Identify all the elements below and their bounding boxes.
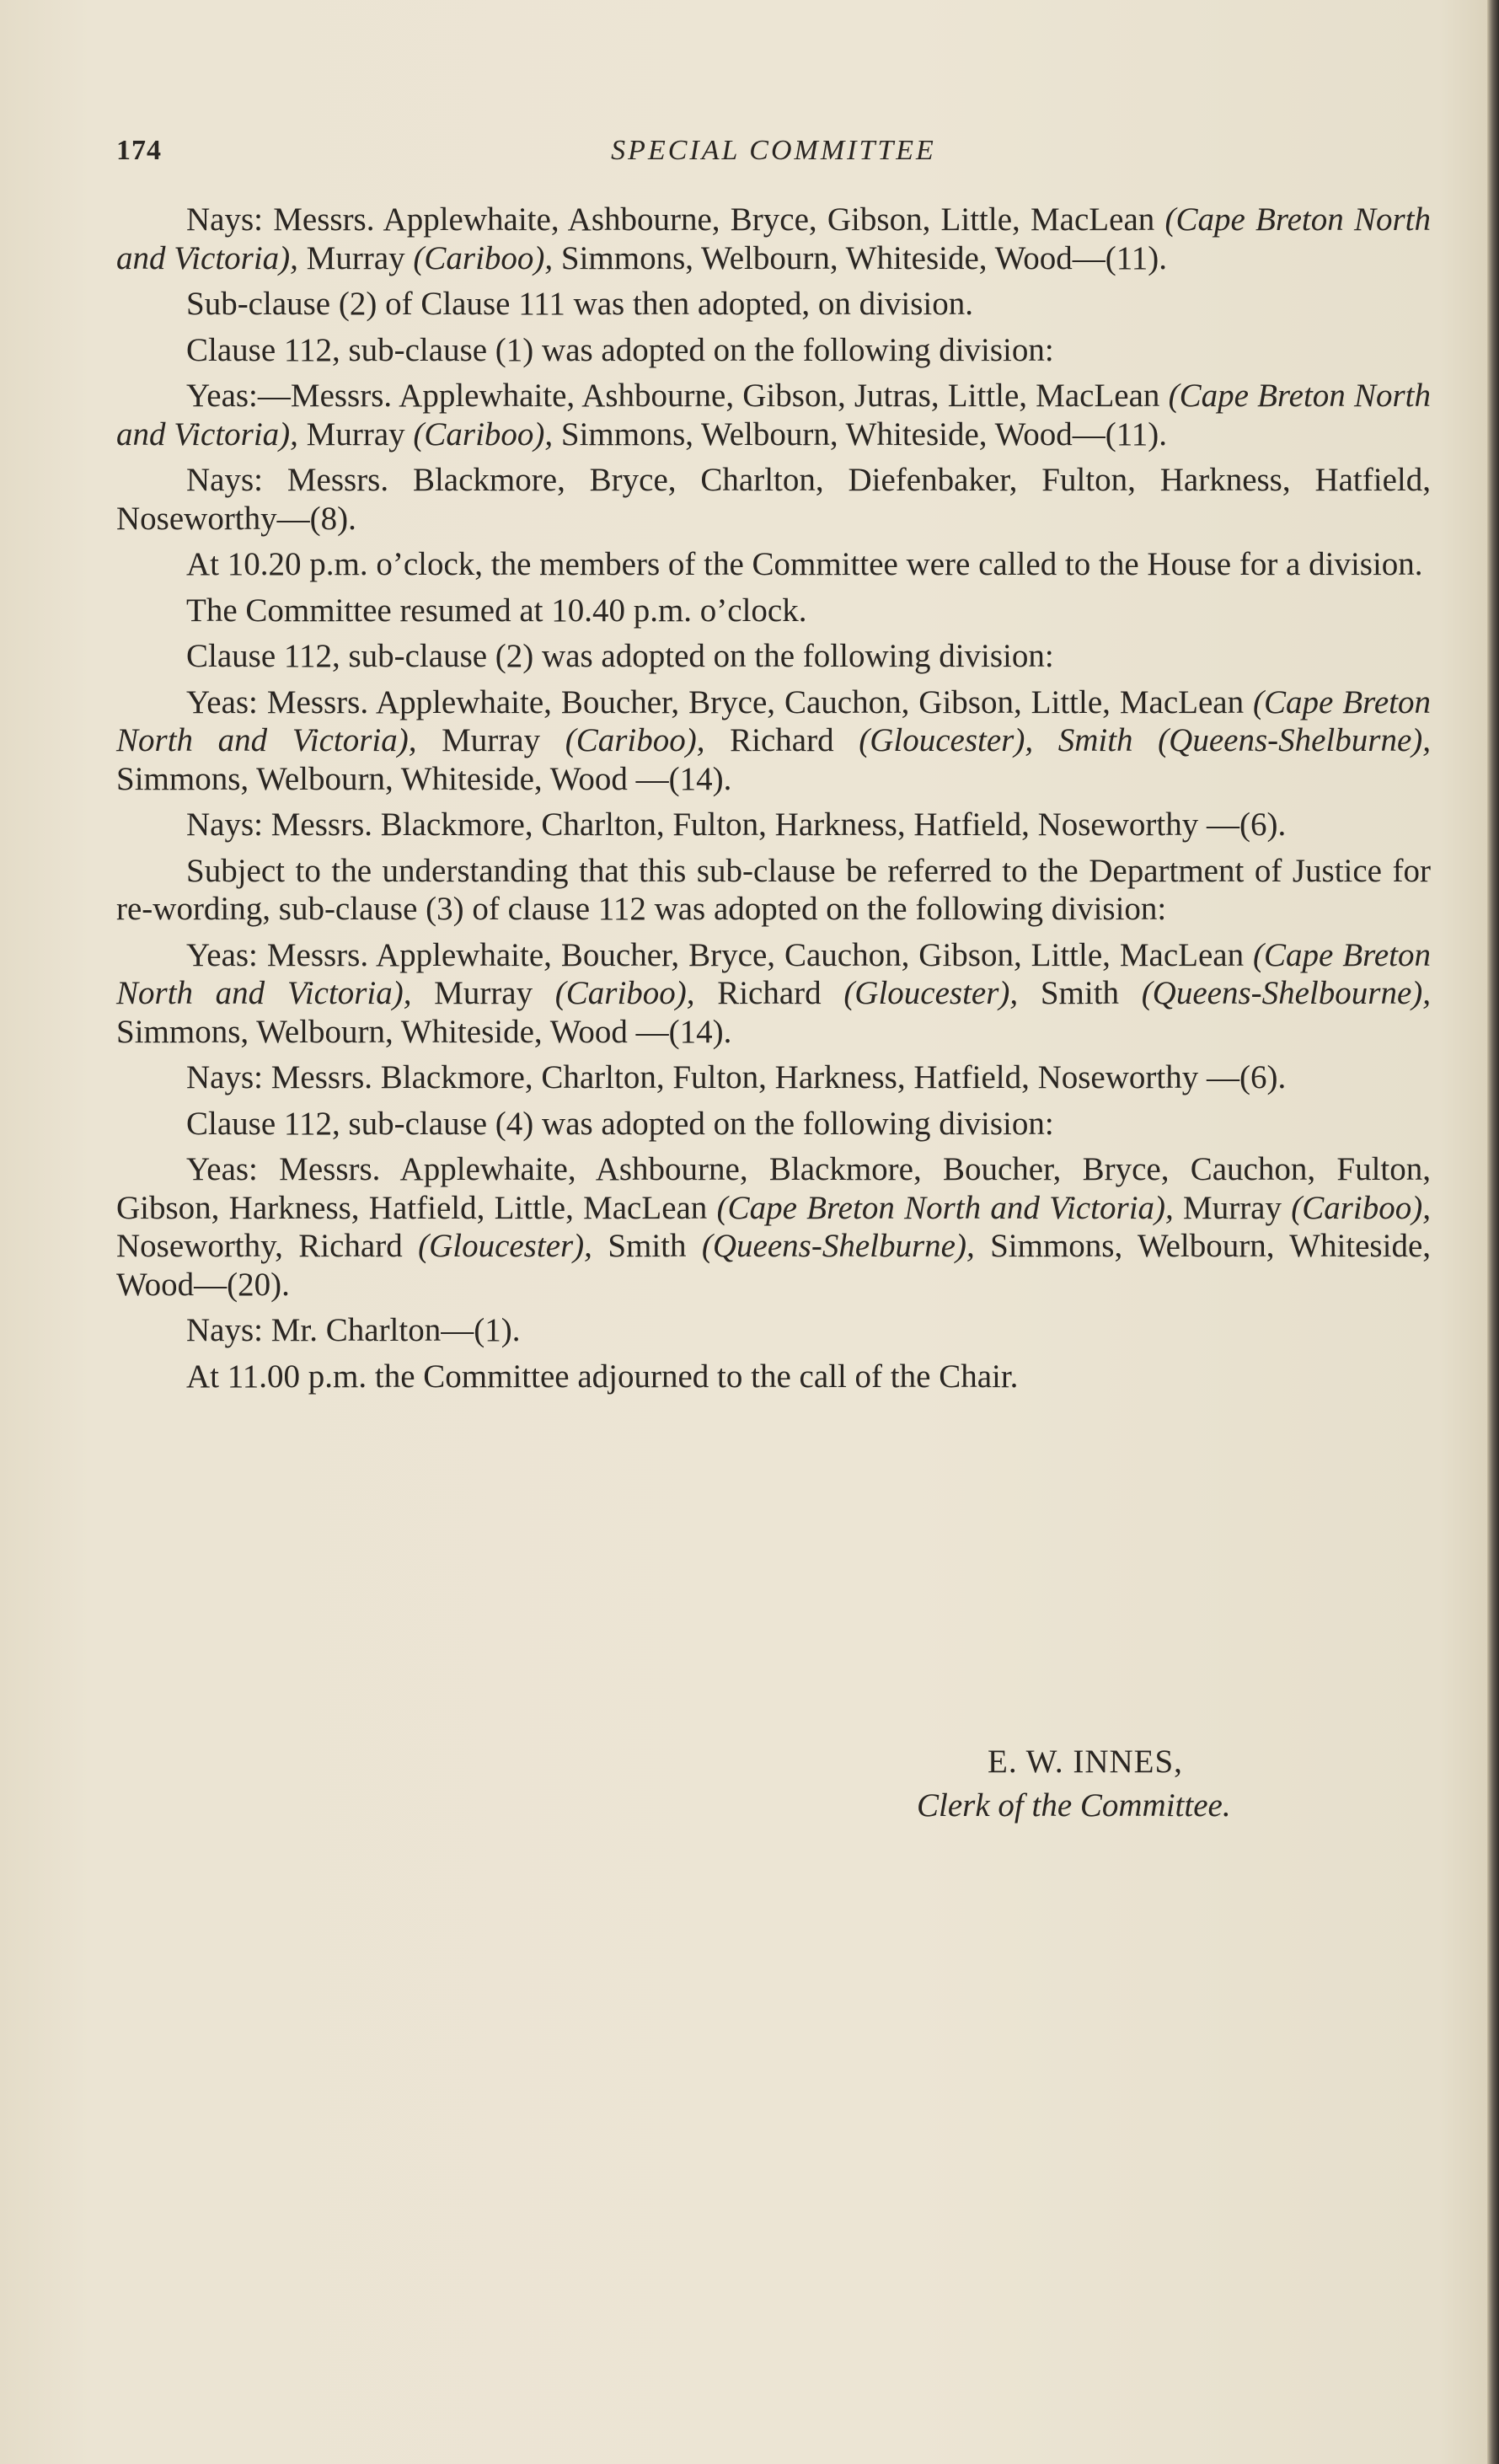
text-segment: At 11.00 p.m. the Committee adjourned to the call of the Chair. <box>186 1358 1019 1395</box>
text-segment: Yeas:—Messrs. Applewhaite, Ashbourne, Gibson, Jutras, Little, MacLean <box>186 378 1169 414</box>
paragraph <box>116 1358 1431 1396</box>
paragraph <box>116 852 1431 929</box>
paragraph <box>116 637 1431 676</box>
text-segment: At 10.20 p.m. o’clock, the members of the Committee were called to the House for a division. <box>186 546 1423 582</box>
text-segment: Simmons, Welbourn, Whiteside, Wood —(14). <box>116 1013 732 1050</box>
text-segment: Nays: Messrs. Applewhaite, Ashbourne, Bryce, Gibson, Little, MacLean <box>186 201 1165 238</box>
paragraph <box>116 1311 1431 1350</box>
text-segment: Simmons, Welbourn, Whiteside, Wood—(20). <box>116 1228 1432 1303</box>
paragraph <box>116 683 1431 799</box>
text-segment: Murray <box>416 722 565 758</box>
italic-segment: (Cape Breton North and Victoria), <box>116 201 1431 276</box>
italic-segment: (Queens-Shelbourne), <box>1141 975 1431 1011</box>
italic-segment: (Cape Breton North and Victoria), <box>116 936 1431 1011</box>
text-segment: Murray <box>1173 1189 1292 1226</box>
italic-segment: (Cape Breton North and Victoria), <box>116 683 1431 758</box>
text-segment: The Committee resumed at 10.40 p.m. o’clock. <box>186 592 807 629</box>
text-segment: Murray <box>297 415 414 453</box>
text-segment: Murray <box>411 975 555 1011</box>
italic-segment: (Cariboo), <box>565 722 705 758</box>
paragraph <box>116 377 1431 453</box>
paragraph <box>116 461 1431 538</box>
running-head: SPECIAL COMMITTEE <box>611 135 936 166</box>
italic-segment: (Cariboo), <box>554 975 695 1011</box>
paragraph <box>116 201 1431 277</box>
text-segment: Simmons, Welbourn, Whiteside, Wood—(11). <box>553 239 1168 276</box>
paragraph <box>116 936 1431 1052</box>
paragraph <box>116 331 1431 370</box>
italic-segment: (Gloucester), <box>418 1228 592 1264</box>
paragraph <box>116 1105 1431 1144</box>
text-segment: Sub-clause (2) of Clause 111 was then adopted, on division. <box>186 286 974 322</box>
paragraph <box>116 806 1431 844</box>
minutes-body <box>116 201 1431 1403</box>
paragraph <box>116 592 1431 630</box>
text-segment: Yeas: Messrs. Applewhaite, Boucher, Bryce, Cauchon, Gibson, Little, MacLean <box>186 683 1254 720</box>
clerk-name: E. W. INNES, <box>988 1744 1183 1780</box>
text-segment: Murray <box>297 239 414 276</box>
text-segment: Clause 112, sub-clause (4) was adopted on the following division: <box>186 1105 1054 1142</box>
text-segment: Simmons, Welbourn, Whiteside, Wood—(11). <box>553 415 1168 453</box>
italic-segment: (Cape Breton North and Victoria), <box>116 378 1431 453</box>
page-header <box>116 135 1431 177</box>
paragraph <box>116 545 1431 584</box>
text-segment: Noseworthy, Richard <box>116 1228 419 1264</box>
text-segment: Yeas: Messrs. Applewhaite, Ashbourne, Blackmore, Boucher, Bryce, Cauchon, Fulton, Gibson, Harkness, Hatfield, Little, MacLean <box>116 1151 1431 1226</box>
text-segment: Clause 112, sub-clause (2) was adopted on the following division: <box>186 638 1054 674</box>
paragraph <box>116 285 1431 324</box>
text-segment: Nays: Messrs. Blackmore, Charlton, Fulton, Harkness, Hatfield, Noseworthy —(6). <box>186 806 1287 843</box>
paragraph <box>116 1058 1431 1097</box>
text-segment: Richard <box>694 975 844 1011</box>
text-segment: Yeas: Messrs. Applewhaite, Boucher, Bryce, Cauchon, Gibson, Little, MacLean <box>186 936 1254 973</box>
italic-segment: (Gloucester), <box>843 975 1019 1011</box>
text-segment: Nays: Mr. Charlton—(1). <box>186 1312 521 1348</box>
text-segment: Richard <box>704 722 859 758</box>
text-segment: Nays: Messrs. Blackmore, Charlton, Fulton, Harkness, Hatfield, Noseworthy —(6). <box>186 1059 1287 1095</box>
italic-segment: (Cariboo), <box>413 239 554 276</box>
paragraph <box>116 1150 1431 1304</box>
text-segment: Clause 112, sub-clause (1) was adopted on the following division: <box>186 331 1054 368</box>
italic-segment: (Cape Breton North and Victoria), <box>716 1189 1174 1226</box>
italic-segment: (Gloucester), Smith (Queens-Shelburne), <box>859 722 1431 758</box>
text-segment: Smith <box>592 1228 702 1264</box>
page-number: 174 <box>116 135 162 166</box>
text-segment: Smith <box>1018 975 1142 1011</box>
binding-edge <box>1487 0 1499 2464</box>
text-segment: Nays: Messrs. Blackmore, Bryce, Charlton, Diefenbaker, Fulton, Harkness, Hatfield, Noseworthy—(8). <box>116 462 1431 537</box>
italic-segment: (Cariboo), <box>413 415 554 453</box>
text-segment: Simmons, Welbourn, Whiteside, Wood —(14). <box>116 760 732 797</box>
italic-segment: (Cariboo), <box>1291 1189 1431 1226</box>
text-segment: Subject to the understanding that this sub-clause be referred to the Department of Justice for re-wording, sub-clause (3) of clause 112 was adopted on the following division: <box>116 852 1431 927</box>
italic-segment: (Queens-Shelburne), <box>701 1228 975 1264</box>
clerk-title: Clerk of the Committee. <box>917 1787 1231 1824</box>
